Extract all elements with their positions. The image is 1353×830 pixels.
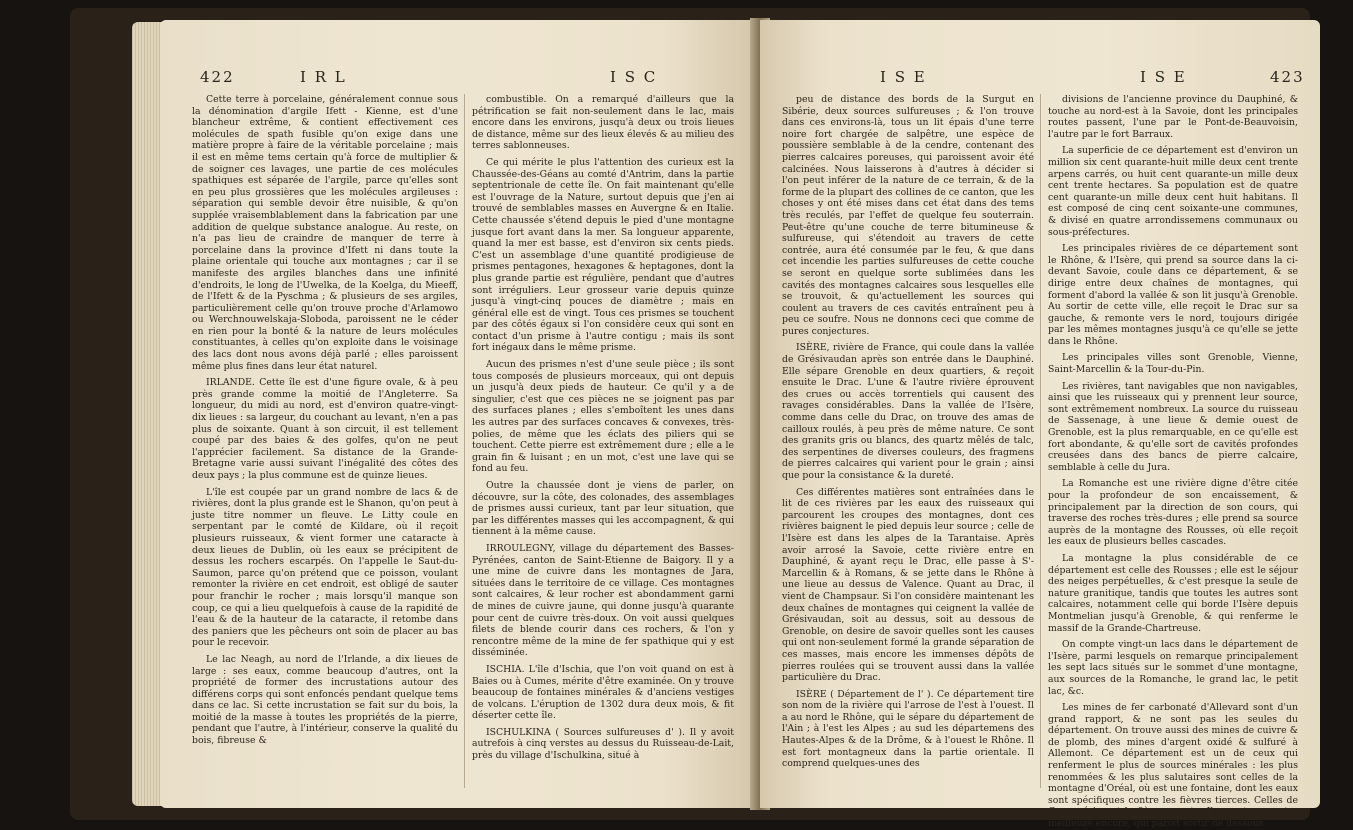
running-head: I S E [880,68,927,86]
paragraph: L'île est coupée par un grand nombre de lacs & de rivières, dont la plus grande est le Shanon, qu'on peut à juste titre nommer un fleuve. Le Litty coule en serpentant par le comté de Kildare, où il reçoit plusieurs ruisseaux, & vient former une cataracte à deux lieues de Dublin, où les eaux se précipitent de dessus les rochers escarpés. On l'appelle le Saut-du-Saumon, parce qu'on prétend que ce poisson, voulant remonter la rivière en cet endroit, est obligé de sauter pour franchir le rocher ; mais lorsqu'il manque son coup, ce qui a lieu quelquefois à cause de la rapidité de l'eau & de la hauteur de la cataracte, il retombe dans des paniers que les pêcheurs ont soin de placer au bas pour le recevoir. [192,486,458,649]
paragraph: La montagne la plus considérable de ce département est celle des Rousses ; elle est le séjour des neiges perpétuelles, & c'est presque la seule de nature granitique, tandis que toutes les autres sont calcaires, notamment celle qui borde l'Isère depuis Montmelian jusqu'à Grenoble, & qui renferme le massif de la Grande-Chartreuse. [1048,552,1298,634]
text-column [782,94,1034,788]
paragraph: Aucun des prismes n'est d'une seule pièce ; ils sont tous composés de plusieurs morceaux, qui ont depuis un jusqu'à deux pieds de hauteur. Ce qu'il y a de singulier, c'est que ces pièces ne se joignent pas par des surfaces planes ; elles s'emboîtent les unes dans les autres par des surfaces concaves & convexes, très-polies, de même que les éclats des piliers qui se touchent. Cette pierre est extrêmement dure ; elle a le grain fin & luisant ; en un mot, c'est une lave qui se fond au feu. [472,359,734,475]
paragraph: Les rivières, tant navigables que non navigables, ainsi que les ruisseaux qui y prennent leur source, sont extrêmement nombreux. La source du ruisseau de Sassenage, à une lieue & demie ouest de Grenoble, est la plus remarquable, en ce qu'elle est fort abondante, & qu'elle sort de cavités profondes creusées dans des bancs de pierre calcaire, semblable à celle du Jura. [1048,380,1298,473]
paragraph: ISÈRE, rivière de France, qui coule dans la vallée de Grésivaudan après son entrée dans le Dauphiné. Elle sépare Grenoble en deux quartiers, & reçoit ensuite le Drac. L'une & l'autre rivière éprouvent des crues ou accès torrentiels qui causent des ravages considérables. Dans la vallée de l'Isère, comme dans celle du Drac, on trouve des amas de cailloux roulés, à peu près de même nature. Ce sont des granits gris ou blancs, des quartz mêlés de talc, des serpentines de diverses couleurs, des fragmens de pierres calcaires qui varient pour le grain ; ainsi que pour la consistance & la dureté. [782,342,1034,481]
paragraph: La superficie de ce département est d'environ un million six cent quarante-huit mille deux cent trente arpens carrés, ou huit cent quarante-un mille deux cent trente hectares. Sa population est de quatre cent quarante-un mille deux cent huit habitans. Il est composé de cinq cent soixante-une communes, & divisé en quatre arrondissemens communaux ou sous-préfectures. [1048,145,1298,238]
paragraph: IRLANDE. Cette île est d'une figure ovale, & à peu près grande comme la moitié de l'Angleterre. Sa longueur, du midi au nord, est d'environ quatre-vingt-dix lieues : sa largeur, du couchant au levant, n'en a pas plus de soixante. Quant à son circuit, il est tellement coupé par des baies & des golfes, qu'on ne peut l'apprécier facilement. Sa distance de la Grande-Bretagne varie aussi suivant l'inégalité des côtes des deux pays ; la plus commune est de quinze lieues. [192,377,458,481]
paragraph: divisions de l'ancienne province du Dauphiné, & touche au nord-est à la Savoie, dont les principales routes passent, l'une par le Pont-de-Beauvoisin, l'autre par le fort Barraux. [1048,94,1298,140]
left-page-header [160,68,750,90]
running-head: I S E [1140,68,1187,86]
paragraph: ISCHIA. L'île d'Ischia, que l'on voit quand on est à Baies ou à Cumes, mérite d'être examinée. On y trouve beaucoup de fontaines minérales & d'anciens vestiges de volcans. L'éruption de 1302 dura deux mois, & fit déserter cette île. [472,663,734,722]
paragraph: Cette terre à porcelaine, généralement connue sous la dénomination d'argile Ifett - Kienne, est d'une blancheur extrême, & contient effectivement ces molécules de spath fusible qu'on exige dans une matière propre à faire de la véritable porcelaine ; mais il est en même tems certain qu'à force de multiplier & de soigner ces lavages, une partie de ces molécules spathiques est séparée de l'argile, parce qu'elles sont en peu plus grossières que les molécules argileuses : séparation qui semble devoir être nuisible, & qu'on supplée vraisemblablement dans la fabrication par une addition de quelque substance analogue. Au reste, on n'a pas lieu de craindre de manquer de terre à porcelaine dans la province d'Ifett ni dans toute la plaine orientale qui touche aux montagnes ; car il se manifeste des argiles blanches dans une infinité d'endroits, le long de l'Uwelka, de la Koelga, du Mieeff, de l'Ifett & de la Pyschma ; & plusieurs de ses argiles, particulièrement celle qu'on trouve proche d'Arlamowo ou Werchnouwelskaja-Sloboda, paroissent ne le céder en rien pour la bonté & la nature de leurs molécules constituantes, à celles qu'on exploite dans le voisinage des lacs dont nous avons déjà parlé ; elles paroissent même plus fines dans leur état naturel. [192,94,458,372]
right-page-columns [760,94,1320,830]
column-rule [1040,94,1041,788]
right-page-header [760,68,1320,90]
paragraph: IRROULEGNY, village du département des Basses-Pyrénées, canton de Saint-Etienne de Baigory. Il y a une mine de cuivre dans les montagnes de Jara, situées dans le territoire de ce village. Ces montagnes sont calcaires, & leur rocher est abondamment garni de mines de cuivre jaune, qui donne jusqu'à quarante pour cent de cuivre très-doux. On voit aussi quelques filets de blende courir dans ces rochers, & l'on y rencontre même de la mine de fer spathique qui y est disséminée. [472,542,734,659]
paragraph: Le lac Neagh, au nord de l'Irlande, a dix lieues de large : ses eaux, comme beaucoup d'autres, ont la propriété de former des incrustations autour des différens corps qui sont enfoncés pendant quelque tems dans ce lac. Si cette incrustation se fait sur du bois, la moitié de la masse à toutes les propriétés de la pierre, pendant que l'autre, à l'intérieur, conserve la qualité du bois, fibreuse & [192,653,458,747]
running-head: I S C [610,68,658,86]
paragraph: La Romanche est une rivière digne d'être citée pour la profondeur de son encaissement, & principalement par la direction de son cours, qui traverse des roches très-dures ; elle prend sa source auprès de la montagne des Rousses, où elle reçoit les eaux de plusieurs belles cascades. [1048,478,1298,548]
paragraph: ISÈRE ( Département de l' ). Ce département tire son nom de la rivière qui l'arrose de l'est à l'ouest. Il a au nord le Rhône, qui le sépare du département de l'Ain ; à l'est les Alpes ; au sud les départemens des Hautes-Alpes & de la Drôme, & à l'ouest le Rhône. Il est fort montagneux dans la partie orientale. Il comprend quelques-unes des [782,688,1034,770]
paragraph: peu de distance des bords de la Surgut en Sibérie, deux sources sulfureuses ; & l'on trouve dans ces environs-là, tous un lit épais d'une terre noire fort chargée de salpêtre, une espèce de poussière semblable à de la cendre, contenant des pierres calcaires poreuses, qui paroissent avoir été calcinées. Nous laisserons à d'autres à décider si l'on peut inférer de la nature de ce terrain, & de la forme de la plupart des collines de ce canton, que les choses y ont été mises dans cet état dans des tems très reculés, par l'effet de quelque feu souterrain. Peut-être qu'une couche de terre bitumineuse & sulfureuse, qui s'étendoit au travers de cette contrée, aura été consumée par le feu, & que dans cet incendie les parties sulfureuses de cette couche se seront en quelque sorte sublimées dans les cavités des montagnes calcaires sous lesquelles elle se trouvoit, & qu'actuellement les sources qui coulent au travers de ces cavités entraînent peu à peu ce soufre. Nous ne donnons ceci que comme de pures conjectures. [782,94,1034,337]
column-rule [464,94,465,788]
text-column [472,94,734,788]
text-column [192,94,458,788]
paragraph: Les mines de fer carbonaté d'Allevard sont d'un grand rapport, & ne sont pas les seules du département. On trouve aussi des mines de cuivre & de plomb, des mines d'argent oxidé & sulfuré à Allemont. Ce département est un de ceux qui renferment le plus de sources minérales : les plus renommées & les plus salutaires sont celles de la montagne d'Oréal, où est une fontaine, dont les eaux sont spécifiques contre les fièvres tierces. Celles de Gap guérissent la fièvre quarte. Il en est une autre meilleure encore, qui paroît sortir de dessous [1048,702,1298,830]
left-page [160,20,750,808]
page-number: 422 [200,68,235,86]
paragraph: ISCHULKINA ( Sources sulfureuses d' ). Il y avoit autrefois à cinq verstes au dessus du Ruisseau-de-Lait, près du village d'Ischulkina, situé à [472,726,734,762]
running-head: I R L [300,68,347,86]
paragraph: Les principales villes sont Grenoble, Vienne, Saint-Marcellin & la Tour-du-Pin. [1048,352,1298,376]
page-number: 423 [1270,68,1305,86]
paragraph: Les principales rivières de ce département sont le Rhône, & l'Isère, qui prend sa source dans la ci-devant Savoie, coule dans ce département, & se dirige entre deux chaînes de montagnes, qui forment d'abord la vallée & son lit jusqu'à Grenoble. Au sortir de cette ville, elle reçoit le Drac sur sa gauche, & remonte vers le nord, toujours dirigée par les mêmes montagnes jusqu'à ce qu'elle se jette dans le Rhône. [1048,243,1298,347]
right-page [760,20,1320,830]
paragraph: Ce qui mérite le plus l'attention des curieux est la Chaussée-des-Géans au comté d'Antrim, dans la partie septentrionale de cette île. On fait maintenant qu'elle est l'ouvrage de la Nature, surtout depuis que j'en ai trouvé de semblables masses en Auvergne & en Italie. Cette chaussée s'étend depuis le pied d'une montagne jusque fort avant dans la mer. Sa longueur apparente, quand la mer est basse, est d'environ six cents pieds. C'est un assemblage d'une quantité prodigieuse de prismes pentagones, hexagones & heptagones, dont la plus grande partie est régulière, pendant que d'autres sont irréguliers. Leur grosseur varie depuis quinze jusqu'à vingt-cinq pouces de diamètre ; mais en général elle est de vingt. Tous ces prismes se touchent par des côtés égaux si l'on considère ceux qui sont en contact d'un prisme à l'autre contigu ; mais ils sont fort inégaux dans le même prisme. [472,156,734,354]
open-book [70,8,1310,830]
paragraph: Outre la chaussée dont je viens de parler, on découvre, sur la côte, des colonades, des assemblages de prismes aussi curieux, tant par leur situation, que par les différentes masses qui les accompagnent, & qui tiennent à la même cause. [472,480,734,538]
text-column [1048,94,1298,830]
paragraph: combustible. On a remarqué d'ailleurs que la pétrification se fait non-seulement dans le lac, mais encore dans les environs, jusqu'à deux ou trois lieues de distance, même sur des lieux élevés & au milieu des terres sablonneuses. [472,94,734,152]
paragraph: On compte vingt-un lacs dans le département de l'Isère, parmi lesquels on remarque principalement les sept lacs situés sur le sommet d'une montagne, aux sources de la Romanche, le grand lac, le petit lac, &c. [1048,639,1298,697]
paragraph: Ces différentes matières sont entraînées dans le lit de ces rivières par les eaux des ruisseaux qui parcourent les croupes des montagnes, dont ces rivières baignent le pied depuis leur source ; celle de l'Isère est dans les alpes de la Tarantaise. Après avoir arrosé la Savoie, cette rivière entre en Dauphiné, & ayant reçu le Drac, elle passe à S'-Marcellin & à Romans, & se jette dans le Rhône à une lieue au dessus de Valence. Quant au Drac, il vient de Champsaur. Si l'on considère maintenant les deux chaînes de montagnes qui ceignent la vallée de Grésivaudan, soit au dessus, soit au dessous de Grenoble, on desire de savoir quelles sont les causes qui ont non-seulement formé la grande séparation de ces masses, mais encore les immenses dépôts de pierres roulées qui se trouvent aussi dans la vallée particulière du Drac. [782,486,1034,684]
left-page-columns [160,94,750,788]
